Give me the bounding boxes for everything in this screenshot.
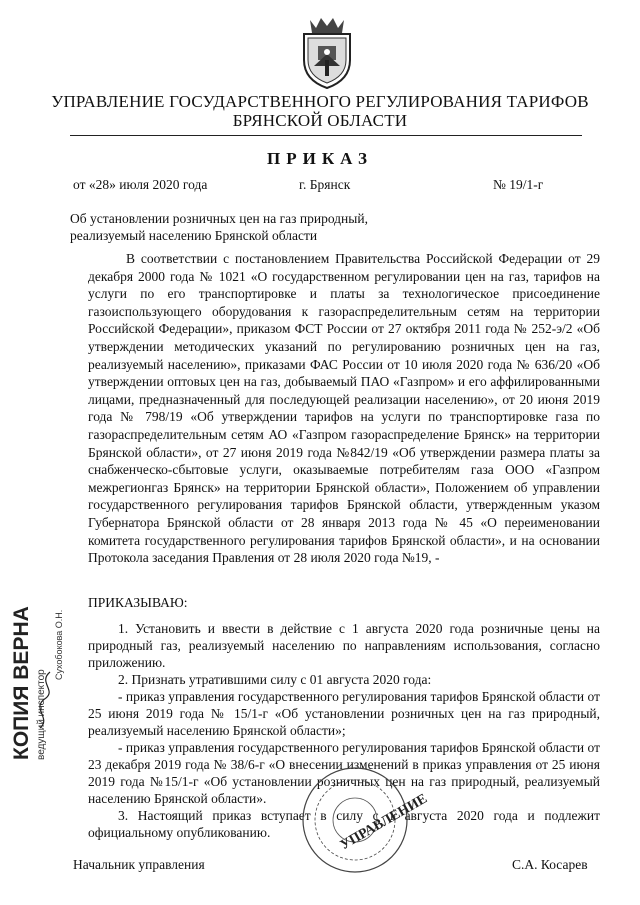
item-2-sub-2: - приказ управления государственного регулирования тарифов Брянской области от 23 декабря 2019 года № 38/6-г «О внесении изменений в приказ управления от 25 июня 2019 года №15/1-г «Об установлении розничных цен на газ природный, реализуемый населению Брянской области». [88, 740, 600, 806]
subject-line1: Об установлении розничных цен на газ природный, [70, 211, 368, 226]
signatory-name: С.А. Косарев [512, 857, 588, 872]
item-3: 3. Настоящий приказ вступает в силу с 1 августа 2020 года и подлежит официальному опубликованию. [88, 808, 600, 840]
copy-stamp-name-text: Сухобокова О.Н. [54, 609, 64, 680]
item-1: 1. Установить и ввести в действие с 1 августа 2020 года розничные цены на природный газ, реализуемый населению по направлениям использования, согласно приложению. [88, 621, 600, 670]
official-round-seal [300, 765, 430, 875]
copy-verified-stamp [0, 606, 70, 760]
document-type-title: ПРИКАЗ [267, 149, 373, 168]
document-number: № 19/1-г [493, 177, 544, 192]
organization-name-line1: УПРАВЛЕНИЕ ГОСУДАРСТВЕННОГО РЕГУЛИРОВАНИЯ ТАРИФОВ [51, 92, 589, 111]
item-2-sub-1: - приказ управления государственного регулирования тарифов Брянской области от 25 июня 2019 года № 15/1-г «Об установлении розничных цен на газ природный, реализуемый населению Брянской области»; [88, 689, 600, 738]
item-2: 2. Признать утратившими силу с 01 августа 2020 года: [118, 672, 432, 687]
document-subject [70, 210, 368, 244]
preamble-paragraph: В соответствии с постановлением Правительства Российской Федерации от 29 декабря 2000 года № 1021 «О государственном регулировании цен на газ, тарифов на услуги по его транспортировке и платы за технологическое присоединение газоиспользующего оборудования к газораспределительным сетям на территории Российской Федерации», приказом ФСТ России от 27 октября 2011 года № 252-э/2 «Об утверждении методических указаний по регулированию розничных цен на газ, реализуемый населению», приказами ФАС России от 10 июля 2020 года № 636/20 «Об утверждении оптовых цен на газ, добываемый ПАО «Газпром» и его аффилированными лицами, предназначенный для последующей реализации населению», от 20 июня 2019 года № 798/19 «Об утверждении тарифов на услуги по транспортировке газа по газораспределительным сетям АО «Газпром газораспределение Брянск» на территории Брянской области», от 27 июня 2019 года №842/19 «Об утверждении размера платы за снабженческо-сбытовые услуги, оказываемые потребителям газа ООО «Газпром межрегионгаз Брянск» на территории Брянской области», Положением об управлении государственного регулирования тарифов Брянской области, утвержденным указом Губернатора Брянской области от 28 января 2013 года № 45 «О переименовании комитета государственного регулирования тарифов Брянской области», и на основании Протокола заседания Правления от 28 июля 2020 года №19, - [88, 251, 600, 566]
preamble-block [88, 250, 600, 567]
header-divider [70, 135, 582, 136]
organization-name-line2: БРЯНСКОЙ ОБЛАСТИ [232, 111, 408, 130]
copy-stamp-role-text: ведущий инспектор [36, 669, 47, 760]
round-seal-text: УПРАВЛЕНИЕ [337, 791, 430, 854]
signatory-position: Начальник управления [73, 857, 205, 872]
decree-word: ПРИКАЗЫВАЮ: [88, 595, 188, 610]
copy-stamp-main-text: КОПИЯ ВЕРНА [10, 606, 33, 760]
organization-name [40, 92, 600, 130]
document-city: г. Брянск [299, 177, 351, 192]
coat-of-arms-icon [296, 14, 358, 90]
document-date: от «28» июля 2020 года [73, 177, 208, 192]
subject-line2: реализуемый населению Брянской области [70, 228, 318, 243]
